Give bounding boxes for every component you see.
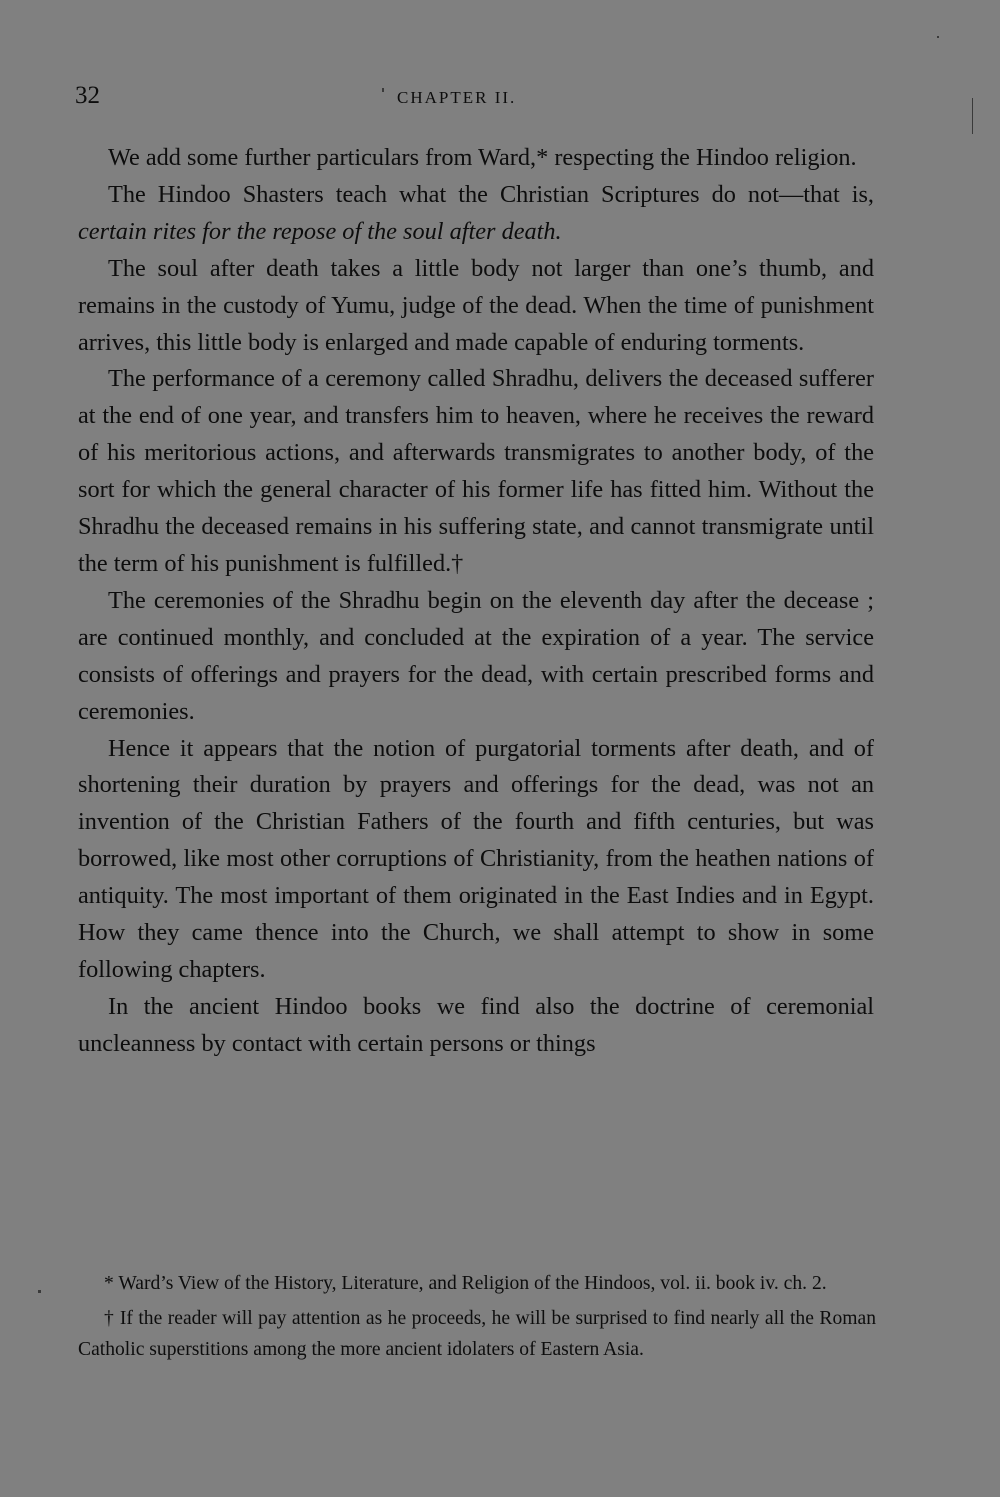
paragraph-3: The soul after death takes a little body not larger than one’s thumb, and remains in the custody of Yumu, judge of the dead. When the time of punishment arrives, this little body is enlarged and made capable of enduring torments.	[78, 254, 874, 356]
paragraph-5: The ceremonies of the Shradhu begin on the eleventh day after the decease ; are continued monthly, and concluded at the expiration of a year. The service consists of offerings and prayers for the dead, with certain prescribed forms and ceremonies.	[78, 586, 874, 725]
footnote-2: † If the reader will pay attention as he proceeds, he will be surprised to find nearly all the Roman Catholic superstitions among the more ancient idolaters of Eastern Asia.	[78, 1308, 876, 1360]
scan-speck	[937, 36, 939, 38]
paragraph-1: We add some further particulars from Ward,* respecting the Hindoo religion.	[108, 144, 857, 171]
running-head: CHAPTER II.	[397, 88, 517, 107]
paragraph-2-lead: The Hindoo Shasters teach what the Christian Scriptures do not—that is,	[108, 180, 874, 208]
footnotes	[78, 1268, 876, 1369]
body-text	[78, 140, 874, 1063]
page-header	[75, 82, 875, 116]
paragraph-7: In the ancient Hindoo books we find also the doctrine of ceremonial uncleanness by contact with certain persons or things	[78, 992, 874, 1057]
paragraph-4: The performance of a ceremony called Shradhu, delivers the deceased sufferer at the end of one year, and transfers him to heaven, where he receives the reward of his meritorious actions, and afterwards transmigrates to another body, of the sort for which the general character of his former life has fitted him. Without the Shradhu the deceased remains in his suffering state, and cannot transmigrate until the term of his punishment is fulfilled.†	[78, 365, 874, 577]
paragraph-2	[78, 177, 874, 251]
paragraph-2-italic: certain rites for the repose of the soul after death.	[78, 217, 562, 245]
footnote-1: * Ward’s View of the History, Literature, and Religion of the Hindoos, vol. ii. book iv. ch. 2.	[104, 1273, 827, 1294]
paragraph-6: Hence it appears that the notion of purgatorial torments after death, and of shortening their duration by prayers and offerings for the dead, was not an invention of the Christian Fathers of the fourth and fifth centuries, but was borrowed, like most other corruptions of Christianity, from the heathen nations of antiquity. The most important of them originated in the East Indies and in Egypt. How they came thence into the Church, we shall attempt to show in some following chapters.	[78, 734, 874, 983]
scan-speck	[382, 88, 384, 92]
scan-margin-line	[972, 98, 973, 134]
scan-speck	[38, 1290, 41, 1293]
page-number: 32	[75, 82, 100, 109]
